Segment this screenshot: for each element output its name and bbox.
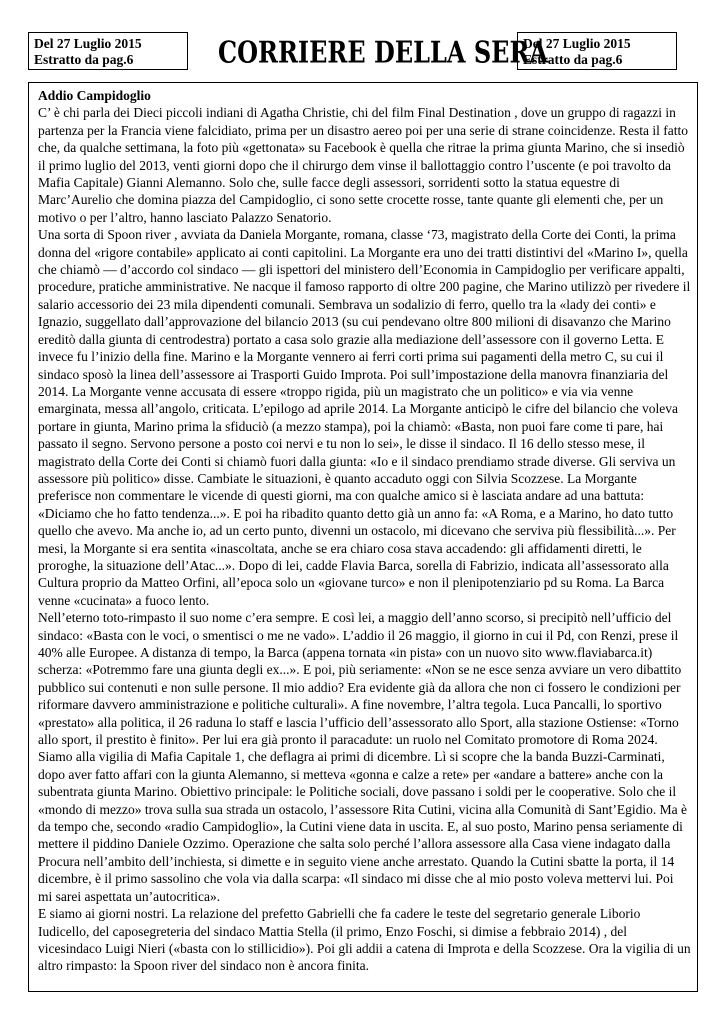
article-headline: Addio Campidoglio bbox=[38, 88, 151, 103]
article-paragraph: Una sorta di Spoon river , avviata da Daniela Morgante, romana, classe ‘73, magistrato della Corte dei Conti, la prima donna del «rigore contabile» applicato ai conti capitolini. La Morgante era uno dei tratti distintivi del «Marino I», quella che chiamò — d’accordo col sindaco — gli ispettori del ministero dell’Economia in Campidoglio per verificare appalti, procedure, pratiche amministrative. Ne nacque il famoso rapporto di oltre 200 pagine, che Marino utilizzò per rivedere il salario accessorio dei 23 mila dipendenti comunali. Sembrava un sodalizio di ferro, quello tra la «lady dei conti» e Ignazio, suggellato dall’approvazione del bilancio 2013 (su cui pendevano oltre 800 milioni di disavanzo che Marino ereditò dalla giunta di centrodestra) portato a casa solo grazie alla mediazione dell’assessore con il governo Letta. E invece fu l’inizio della fine. Marino e la Morgante vennero ai ferri corti prima sui pagamenti della metro C, su cui il sindaco sposò la linea dell’assessore ai Trasporti Guido Improta. Poi sull’impostazione della manovra finanziaria del 2014. La Morgante venne accusata di essere «troppo rigida, più un magistrato che un politico» e via via venne emarginata, messa all’angolo, criticata. L’epilogo ad aprile 2014. La Morgante anticipò le cifre del bilancio che voleva portare in giunta, Marino prima la sfiduciò (a mezzo stampa), poi la chiamò: «Basta, non puoi fare come ti pare, hai passato il segno. Servono persone a posto coi nervi e tu non lo sei», le disse il sindaco. Il 16 dello stesso mese, il magistrato della Corte dei Conti si chiamò fuori dalla giunta: «Io e il sindaco prendiamo strade diverse. Gli serviva un assessore più politico» disse. Cambiate le situazioni, è quanto accaduto oggi con Silvia Scozzese. La Morgante preferisce non commentare le vicende di questi giorni, ma con qualche amico si è lasciata andare ad una battuta: «Diciamo che ho fatto tendenza...». E poi ha ribadito quanto detto già un anno fa: «A Roma, e a Marino, ho dato tutto quello che avevo. Ma anche io, ad un certo punto, divenni un ostacolo, mi dicevano che serviva più flessibilità...». Per mesi, la Morgante si era sentita «inascoltata, anche se era chiaro cosa stava accadendo: gli affidamenti diretti, le proroghe, la situazione dell’Atac...». Dopo di lei, cadde Flavia Barca, sorella di Fabrizio, indicata all’assessorato alla Cultura proprio da Matteo Orfini, all’epoca solo un «giovane turco» e non il plenipotenziario pd su Roma. La Barca venne «cucinata» a fuoco lento. bbox=[38, 227, 691, 608]
date-left: Del 27 Luglio 2015 bbox=[34, 36, 142, 51]
article-paragraph: C’ è chi parla dei Dieci piccoli indiani di Agatha Christie, chi del film Final Destination , dove un gruppo di ragazzi in partenza per la Francia viene falcidiato, prima per un disastro aereo poi per una serie di strane coincidenze. Resta il fatto che, da qualche settimana, la foto più «gettonata» su Facebook è quella che ritrae la prima giunta Marino, che si insediò il primo luglio del 2013, venti giorni dopo che il chirurgo dem vinse il ballottaggio contro l’uscente (e poi travolto da Mafia Capitale) Gianni Alemanno. Solo che, sulle facce degli assessori, sorridenti sotto la statua equestre di Marc’Aurelio che domina piazza del Campidoglio, ci sono sette crocette rosse, tante quante gli elementi che, per un motivo o per l’altro, hanno lasciato Palazzo Senatorio. bbox=[38, 105, 688, 225]
article-paragraph: E siamo ai giorni nostri. La relazione del prefetto Gabrielli che fa cadere le teste del segretario generale Liborio Iudicello, del caposegreteria del sindaco Mattia Stella (il primo, Enzo Foschi, si dimise a febbraio 2014) , del vicesindaco Luigi Nieri («basta con lo stillicidio»). Poi gli addii a catena di Improta e della Scozzese. Ora la vigilia di un altro rimpasto: la Spoon river del sindaco non è ancora finita. bbox=[38, 906, 691, 974]
date-box-right bbox=[517, 32, 677, 70]
article-box bbox=[28, 82, 698, 992]
date-right: Del 27 Luglio 2015 bbox=[523, 36, 631, 51]
extract-right: Estratto da pag.6 bbox=[523, 52, 623, 67]
article-paragraph: Nell’eterno toto-rimpasto il suo nome c’era sempre. E così lei, a maggio dell’anno scorso, si precipitò nell’ufficio del sindaco: «Basta con le voci, o smentisci o me ne vado». L’addio il 26 maggio, il giorno in cui il Pd, con Renzi, prese il 40% alle Europee. A distanza di tempo, la Barca (appena tornata «in pista» con un nuovo sito www.flaviabarca.it) scherza: «Potremmo fare una giunta degli ex...». E poi, più seriamente: «Non se ne esce senza avviare un vero dibattito pubblico sui contenuti e non sulle persone. Il mio addio? Era evidente già da allora che non ci fossero le condizioni per riformare davvero amministrazione e politiche culturali». A fine novembre, l’altra tegola. Luca Pancalli, lo sportivo «prestato» alla politica, il 26 raduna lo staff e lascia l’ufficio dell’assessorato allo Sport, alla stazione Ostiense: «Torno allo sport, il prestito è finito». Per lui era già pronto il paracadute: un ruolo nel Comitato promotore di Roma 2024. Siamo alla vigilia di Mafia Capitale 1, che deflagra ai primi di dicembre. Lì si scopre che la banda Buzzi-Carminati, dopo aver fatto affari con la giunta Alemanno, si metteva «gonna e calze a rete» per «andare a battere» anche con la subentrata giunta Marino. Obiettivo principale: le Politiche sociali, dove passano i soldi per le cooperative. Solo che il «mondo di mezzo» trova sulla sua strada un ostacolo, l’assessore Rita Cutini, vicina alla Comunità di Sant’Egidio. Ma è da tempo che, secondo «radio Campidoglio», la Cutini viene data in uscita. E, al suo posto, Marino pensa seriamente di mettere il piddino Daniele Ozzimo. Operazione che salta solo perché l’allora assessore alla Casa viene indagato dalla Procura nell’ambito dell’inchiesta, si dimette e in seguito viene anche arrestato. Quando la Cutini sbatte la porta, il 14 dicembre, è il primo sassolino che vola via dalla scarpa: «Il sindaco mi disse che al mio posto voleva mettervi lui. Poi mi sarei aspettata un’autocritica». bbox=[38, 610, 687, 904]
masthead-logo: CORRIERE DELLA SERA bbox=[218, 33, 549, 70]
extract-left: Estratto da pag.6 bbox=[34, 52, 134, 67]
date-box-left bbox=[28, 32, 188, 70]
